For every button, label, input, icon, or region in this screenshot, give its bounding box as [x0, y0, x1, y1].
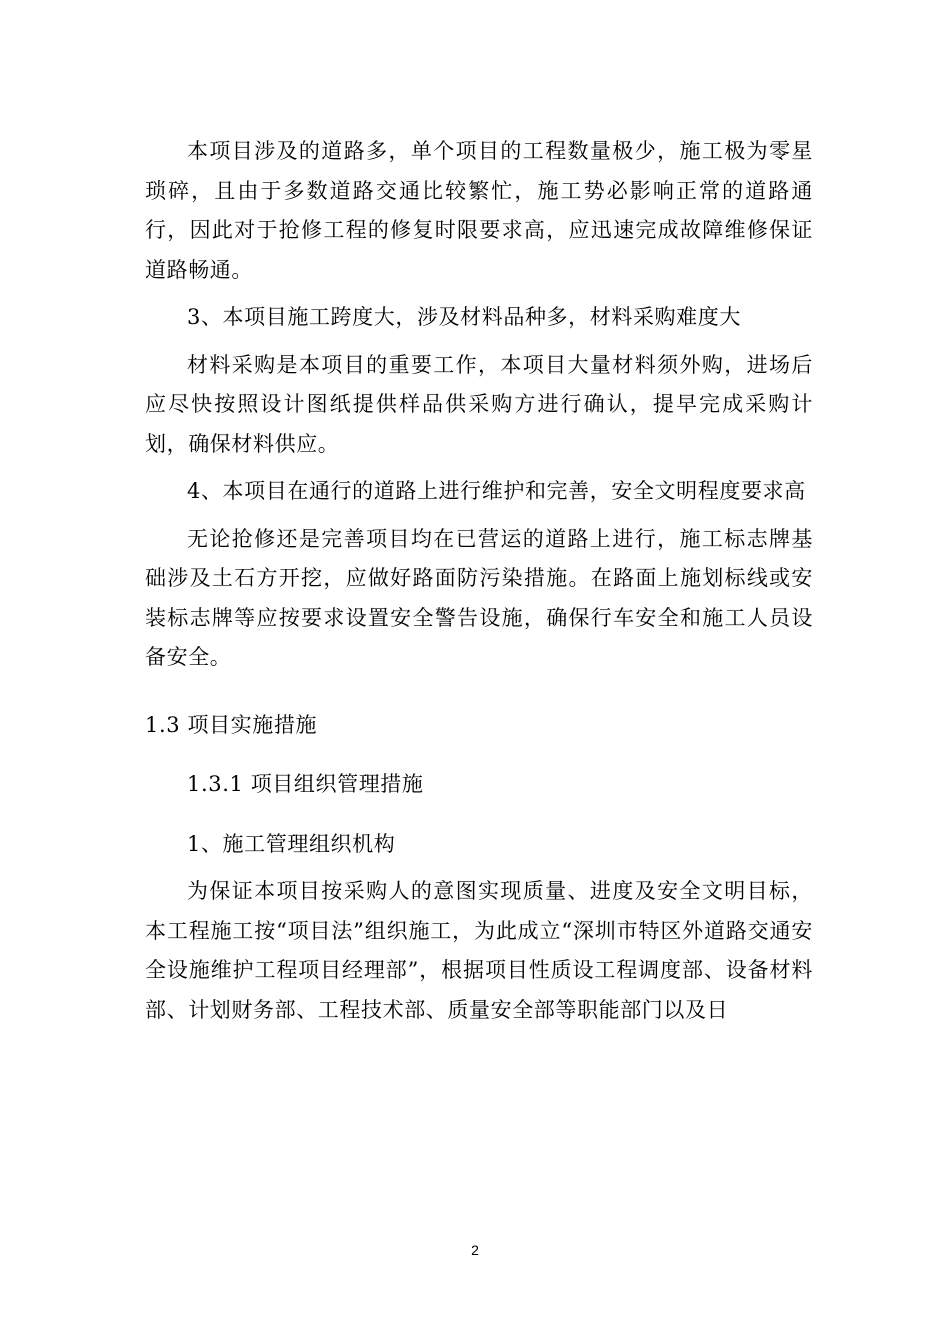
paragraph-road-repair: 本项目涉及的道路多，单个项目的工程数量极少，施工极为零星琐碎，且由于多数道路交通比较繁忙，施工势必影响正常的道路通行，因此对于抢修工程的修复时限要求高，应迅速完成故障维修保证道路畅通。: [145, 139, 813, 282]
paragraph-organization: 为保证本项目按采购人的意图实现质量、进度及安全文明目标，本工程施工按“项目法”组织施工，为此成立“深圳市特区外道路交通安全设施维护工程项目经理部”，根据项目性质设工程调度部、设备材料部、计划财务部、工程技术部、质量安全部等职能部门以及日: [145, 879, 813, 1022]
paragraph-safety: 无论抢修还是完善项目均在已营运的道路上进行，施工标志牌基础涉及土石方开挖，应做好路面防污染措施。在路面上施划标线或安装标志牌等应按要求设置安全警告设施，确保行车安全和施工人员设备安全。: [145, 526, 813, 669]
section-heading: 1.3 项目实施措施: [145, 712, 318, 737]
paragraph-material-procurement: 材料采购是本项目的重要工作，本项目大量材料须外购，进场后应尽快按照设计图纸提供样品供采购方进行确认，提早完成采购计划，确保材料供应。: [145, 352, 813, 456]
document-body: [145, 132, 813, 1030]
page-number: 2: [471, 1242, 479, 1258]
subsection-heading: 1.3.1 项目组织管理措施: [187, 772, 424, 796]
item-4-heading: 4、本项目在通行的道路上进行维护和完善，安全文明程度要求高: [187, 479, 806, 503]
item-heading: 1、施工管理组织机构: [187, 831, 396, 856]
item-3-heading: 3、本项目施工跨度大，涉及材料品种多，材料采购难度大: [187, 305, 741, 329]
